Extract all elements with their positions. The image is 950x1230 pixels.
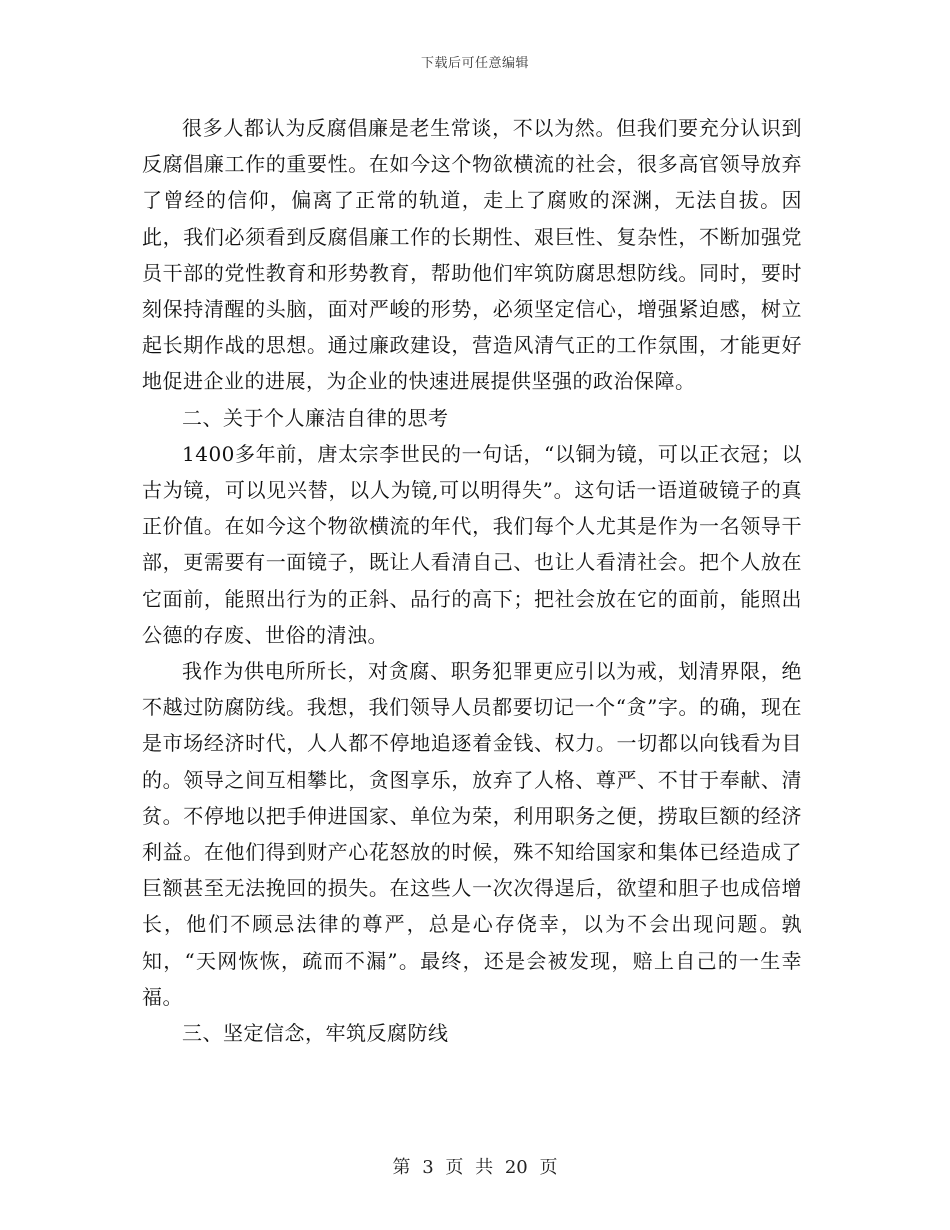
document-body xyxy=(142,110,802,1051)
section-heading-2: 二、关于个人廉洁自律的思考 xyxy=(182,405,449,430)
paragraph-personal-reflection: 我作为供电所所长，对贪腐、职务犯罪更应引以为戒，划清界限，绝不越过防腐防线。我想，我们领导人员都要切记一个“贪”字。的确，现在是市场经济时代，人人都不停地追逐着金钱、权力。一切都以向钱看为目的。领导之间互相攀比，贪图享乐，放弃了人格、尊严、不甘于奉献、清贫。不停地以把手伸进国家、单位为荣，利用职务之便，捞取巨额的经济利益。在他们得到财产心花怒放的时候，殊不知给国家和集体已经造成了巨额甚至无法挽回的损失。在这些人一次次得逞后，欲望和胆子也成倍增长，他们不顾忌法律的尊严，总是心存侥幸，以为不会出现问题。孰知，“天网恢恢，疏而不漏”。最终，还是会被发现，赔上自己的一生幸福。 xyxy=(142,659,802,1009)
page-number-footer: 第 3 页 共 20 页 xyxy=(392,1157,558,1178)
paragraph-mirror-quote: 1400多年前，唐太宗李世民的一句话，“以铜为镜，可以正衣冠；以古为镜，可以见兴替，以人为镜,可以明得失”。这句话一语道破镜子的真正价值。在如今这个物欲横流的年代，我们每个人尤其是作为一名领导干部，更需要有一面镜子，既让人看清自己、也让人看清社会。把个人放在它面前，能照出行为的正斜、品行的高下；把社会放在它的面前，能照出公德的存废、世俗的清浊。 xyxy=(142,441,802,647)
page-header: 下载后可任意编辑 xyxy=(420,56,529,71)
section-heading-3: 三、坚定信念，牢筑反腐防线 xyxy=(182,1021,449,1046)
paragraph-importance-of-anticorruption: 很多人都认为反腐倡廉是老生常谈，不以为然。但我们要充分认识到反腐倡廉工作的重要性。在如今这个物欲横流的社会，很多高官领导放弃了曾经的信仰，偏离了正常的轨道，走上了腐败的深渊，无法自拔。因此，我们必须看到反腐倡廉工作的长期性、艰巨性、复杂性，不断加强党员干部的党性教育和形势教育，帮助他们牢筑防腐思想防线。同时，要时刻保持清醒的头脑，面对严峻的形势，必须坚定信心，增强紧迫感，树立起长期作战的思想。通过廉政建设，营造风清气正的工作氛围，才能更好地促进企业的进展，为企业的快速进展提供坚强的政治保障。 xyxy=(142,116,802,394)
